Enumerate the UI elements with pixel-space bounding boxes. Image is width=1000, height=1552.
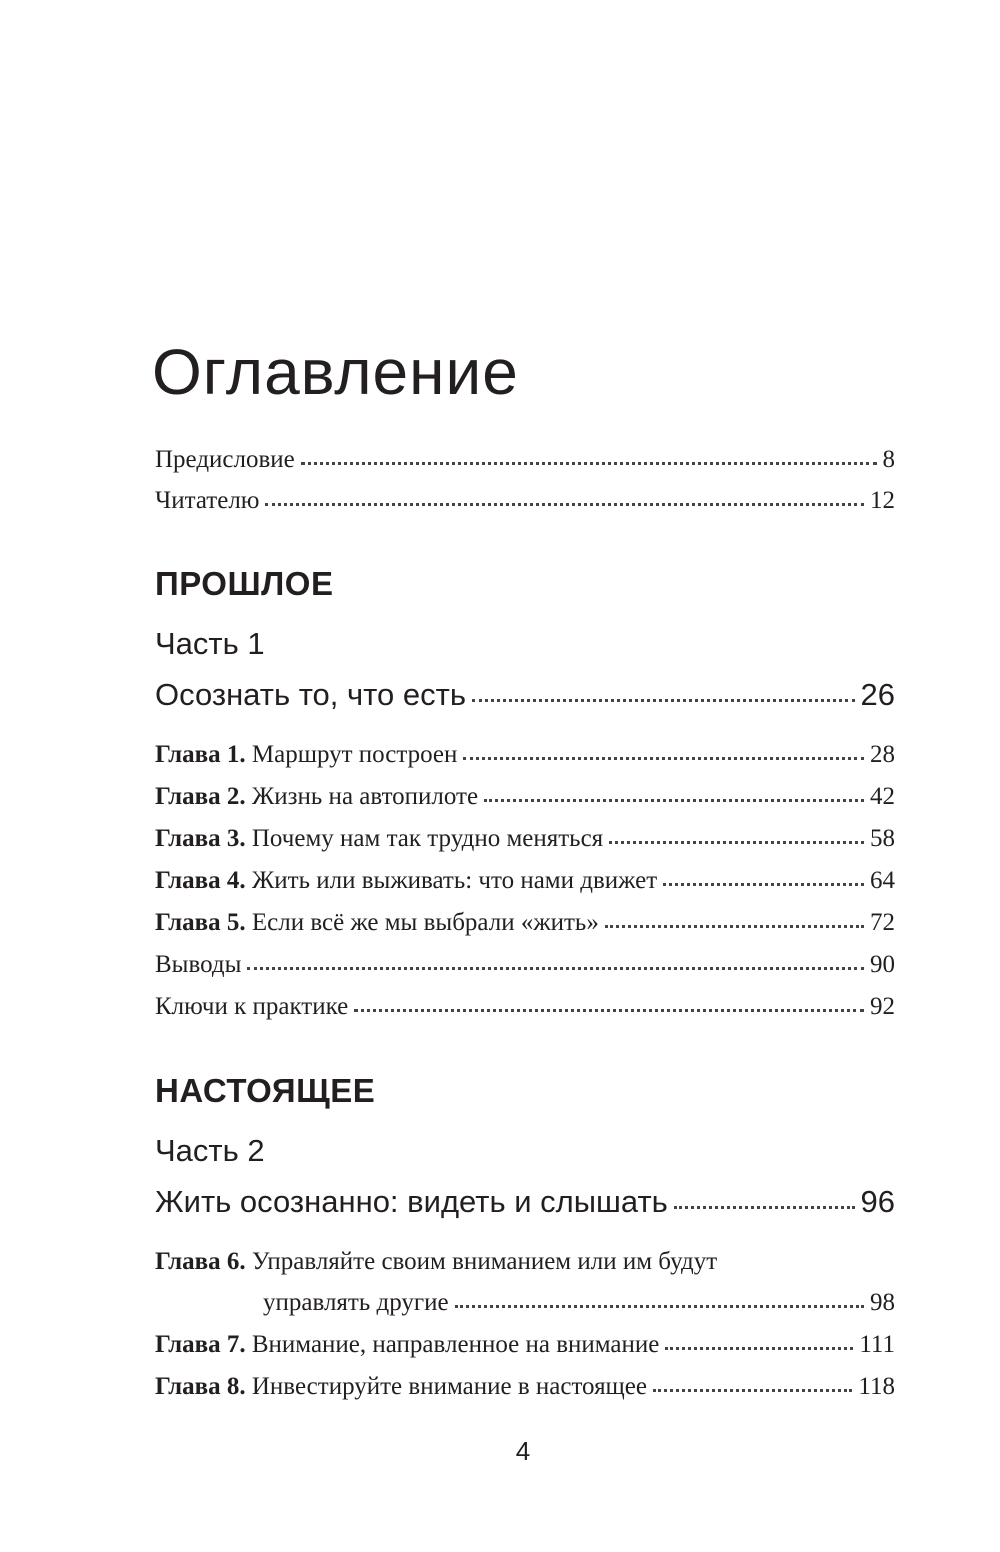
toc-entry[interactable]	[155, 867, 895, 901]
chapter-number: Глава 8.	[155, 1373, 246, 1400]
entry-page: 111	[859, 1331, 895, 1358]
toc-entry[interactable]	[155, 783, 895, 817]
entry-page: 8	[882, 446, 895, 473]
page-title: Оглавление	[152, 336, 519, 408]
entry-page: 28	[870, 741, 895, 768]
entry-page: 98	[870, 1289, 895, 1316]
page-number: 4	[515, 1436, 531, 1466]
part-title: Жить осознанно: видеть и слышать	[155, 1184, 668, 1219]
chapter-number: Глава 2.	[155, 783, 246, 810]
part-page: 96	[860, 1184, 895, 1219]
chapter-number: Глава 4.	[155, 867, 246, 894]
entry-page: 58	[870, 825, 895, 852]
dot-leader	[653, 1389, 852, 1392]
dot-leader	[674, 1206, 855, 1209]
entry-label: Читателю	[155, 487, 260, 514]
toc-entry[interactable]	[155, 909, 895, 943]
entry-page: 42	[870, 783, 895, 810]
entry-label: Маршрут построен	[251, 741, 458, 768]
toc-entry[interactable]	[155, 825, 895, 859]
toc-entry-continuation[interactable]	[155, 1289, 895, 1323]
part-title-entry[interactable]	[155, 1184, 895, 1220]
entry-page: 90	[870, 951, 895, 978]
part-title-entry[interactable]	[155, 677, 895, 713]
entry-label: Ключи к практике	[155, 993, 349, 1020]
section-heading: НАСТОЯЩЕЕ	[155, 1072, 376, 1109]
chapter-number: Глава 7.	[155, 1331, 246, 1358]
toc-entry[interactable]	[155, 1373, 895, 1407]
entry-label: Предисловие	[155, 446, 295, 473]
entry-page: 64	[870, 867, 895, 894]
entry-page: 72	[870, 909, 895, 936]
dot-leader	[663, 883, 864, 886]
chapter-number: Глава 1.	[155, 741, 246, 768]
dot-leader	[472, 699, 855, 702]
toc-entry[interactable]	[155, 446, 895, 480]
entry-label: Управляйте своим вниманием или им будут	[251, 1248, 718, 1275]
chapter-number: Глава 5.	[155, 909, 246, 936]
toc-entry[interactable]	[155, 993, 895, 1027]
entry-label: Выводы	[155, 951, 242, 978]
dot-leader	[463, 757, 864, 760]
entry-label: Жизнь на автопилоте	[251, 783, 479, 810]
entry-label: Жить или выживать: что нами движет	[251, 867, 658, 894]
entry-label: Если всё же мы выбрали «жить»	[251, 909, 599, 936]
dot-leader	[484, 799, 864, 802]
entry-label: Почему нам так трудно меняться	[251, 825, 604, 852]
dot-leader	[455, 1305, 864, 1308]
entry-label-continued: управлять другие	[263, 1289, 449, 1316]
entry-label: Внимание, направленное на внимание	[251, 1331, 660, 1358]
dot-leader	[605, 925, 864, 928]
dot-leader	[301, 462, 877, 465]
part-label: Часть 1	[155, 626, 265, 661]
dot-leader	[609, 841, 864, 844]
toc-entry[interactable]	[155, 1331, 895, 1365]
dot-leader	[665, 1347, 853, 1350]
part-label: Часть 2	[155, 1133, 265, 1168]
dot-leader	[265, 503, 864, 506]
toc-entry[interactable]	[155, 741, 895, 775]
dot-leader	[354, 1009, 864, 1012]
part-page: 26	[860, 677, 895, 712]
chapter-number: Глава 3.	[155, 825, 246, 852]
section-heading: ПРОШЛОЕ	[155, 565, 334, 602]
toc-entry[interactable]	[155, 487, 895, 521]
part-title: Осознать то, что есть	[155, 677, 466, 712]
dot-leader	[247, 967, 864, 970]
entry-label: Инвестируйте внимание в настоящее	[251, 1373, 648, 1400]
entry-page: 12	[870, 487, 895, 514]
toc-entry[interactable]	[155, 1248, 895, 1282]
toc-entry[interactable]	[155, 951, 895, 985]
entry-page: 92	[870, 993, 895, 1020]
entry-page: 118	[858, 1373, 895, 1400]
chapter-number: Глава 6.	[155, 1248, 246, 1275]
